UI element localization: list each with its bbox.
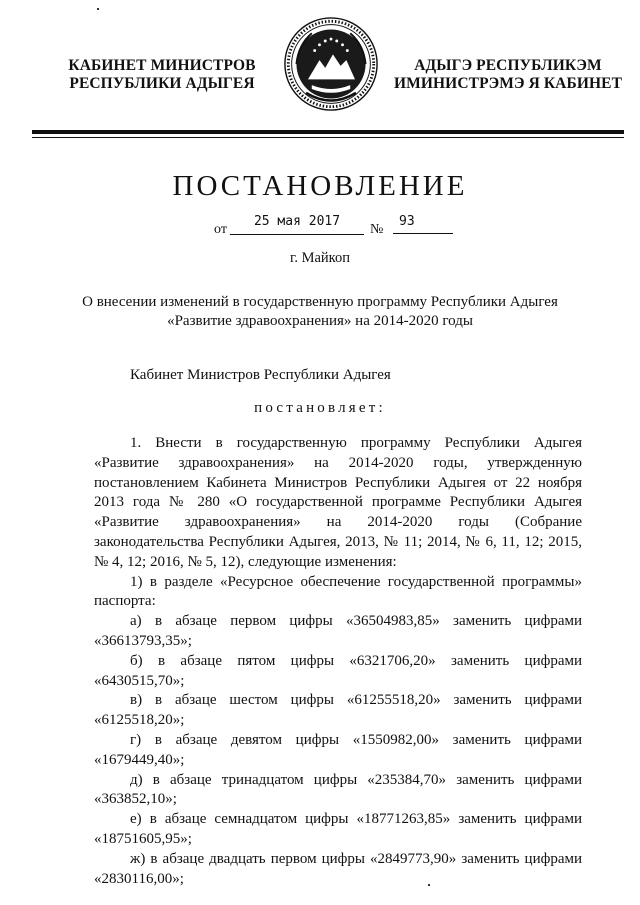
date-prefix: от <box>214 222 227 237</box>
document-title: ПОСТАНОВЛЕНИЕ <box>172 170 468 202</box>
header-divider-thin <box>32 137 624 138</box>
issuer-name-russian <box>58 57 266 93</box>
list-item: ж) в абзаце двадцать первом цифры «2849773,90» заменить цифрами «2830116,00»; <box>94 850 582 887</box>
paragraph: 1. Внести в государственную программу Республики Адыгея «Развитие здравоохранения» на 2014-2020 годы, утвержденную постановлением Кабинета Министров Республики Адыгея от 22 ноября 2013 года № 280 «О государственной программе Республики Адыгея «Развитие здравоохранения» на 2014-2020 годы (Собрание законодательства Республики Адыгея, 2013, № 11; 2014, № 6, 11, 12; 2015, № 4, 12; 2016, № 5, 12), следующие изменения: <box>94 435 582 570</box>
subject-line: «Развитие здравоохранения» на 2014-2020 годы <box>167 313 473 329</box>
subject-line: О внесении изменений в государственную программу Республики Адыгея <box>82 294 558 310</box>
list-item: г) в абзаце девятом цифры «1550982,00» заменить цифрами «1679449,40»; <box>94 731 582 768</box>
number-field: 93 <box>393 214 453 234</box>
document-body <box>94 434 582 889</box>
header-divider-thick <box>32 130 624 134</box>
city: г. Майкоп <box>290 250 350 266</box>
list-item: д) в абзаце тринадцатом цифры «235384,70» заменить цифрами «363852,10»; <box>94 771 582 808</box>
issuer-line: АДЫГЭ РЕСПУБЛИКЭМ <box>414 57 602 74</box>
list-item: а) в абзаце первом цифры «36504983,85» заменить цифрами «36613793,35»; <box>94 613 582 649</box>
number-label: № <box>370 222 384 237</box>
preamble: Кабинет Министров Республики Адыгея <box>130 367 391 383</box>
list-item: б) в абзаце пятом цифры «6321706,20» заменить цифрами «6430515,70»; <box>94 652 582 689</box>
scan-speck <box>97 8 99 10</box>
list-item: в) в абзаце шестом цифры «61255518,20» заменить цифрами «6125518,20»; <box>94 692 582 729</box>
issuer-line: ИМИНИСТРЭМЭ Я КАБИНЕТ <box>393 75 623 92</box>
issuer-name-adyghe <box>392 57 624 93</box>
list-item: е) в абзаце семнадцатом цифры «18771263,85» заменить цифрами «18751605,95»; <box>94 811 582 847</box>
issuer-line: РЕСПУБЛИКИ АДЫГЕЯ <box>69 75 255 92</box>
issuer-line: КАБИНЕТ МИНИСТРОВ <box>68 57 256 74</box>
paragraph: 1) в разделе «Ресурсное обеспечение государственной программы» паспорта: <box>94 573 582 610</box>
date-field: 25 мая 2017 <box>230 214 364 235</box>
scan-speck <box>428 884 430 886</box>
coat-of-arms-icon <box>283 16 379 112</box>
document-subject <box>80 293 560 331</box>
decides-word: постановляет: <box>254 400 386 416</box>
